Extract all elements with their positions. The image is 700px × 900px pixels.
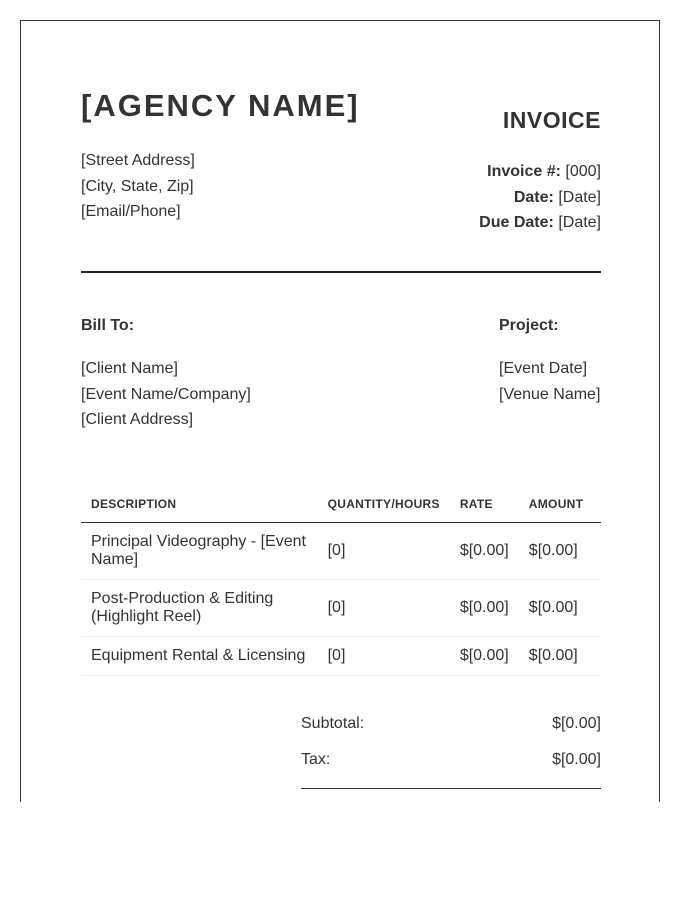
line-items-table [81,486,601,676]
tax-label: Tax: [301,751,331,768]
tax-row [301,750,601,770]
totals-divider [301,788,601,789]
item-amount: $[0.00] [519,637,601,676]
table-row [81,580,601,637]
item-description: Post-Production & Editing (Highlight Reel) [81,580,318,637]
agency-street: [Street Address] [81,152,195,169]
item-quantity: [0] [318,580,450,637]
invoice-due-line [479,210,601,236]
invoice-due-label: Due Date: [479,214,554,231]
invoice-date-line [479,185,601,211]
item-rate: $[0.00] [450,523,519,580]
header-quantity: QUANTITY/HOURS [318,486,450,523]
invoice-due-value: [Date] [558,214,601,231]
header-description: DESCRIPTION [81,486,318,523]
invoice-title: INVOICE [502,107,601,133]
item-amount: $[0.00] [519,580,601,637]
client-company: [Event Name/Company] [81,385,251,403]
table-header-row [81,486,601,523]
invoice-number-label: Invoice #: [487,163,561,180]
bill-to-details [81,356,251,433]
invoice-date-label: Date: [513,188,554,206]
item-description: Principal Videography - [Event Name] [81,523,318,580]
invoice-date-value: [Date] [558,188,601,206]
tax-value: $[0.00] [552,751,601,768]
agency-name: [AGENCY NAME] [81,88,360,123]
header-amount: AMOUNT [519,486,601,523]
bill-to-label: Bill To: [81,317,135,334]
client-address: [Client Address] [81,411,194,428]
invoice-number-value: [000] [565,163,601,180]
item-amount: $[0.00] [519,523,601,580]
agency-address [81,148,195,225]
table-row [81,523,601,580]
invoice-meta [479,159,601,236]
subtotal-value: $[0.00] [552,715,601,732]
item-quantity: [0] [318,523,450,580]
subtotal-row [301,714,601,734]
client-name: [Client Name] [81,360,178,377]
item-quantity: [0] [318,637,450,676]
event-date: [Event Date] [499,360,588,377]
header-divider [81,271,601,273]
subtotal-label: Subtotal: [301,715,365,732]
invoice-number-line [479,159,601,185]
venue-name: [Venue Name] [499,385,601,403]
item-description: Equipment Rental & Licensing [81,637,318,676]
agency-city-state-zip: [City, State, Zip] [81,177,194,195]
project-details [499,356,600,407]
project-label: Project: [499,317,559,334]
table-row [81,637,601,676]
agency-contact: [Email/Phone] [81,203,181,220]
item-rate: $[0.00] [450,580,519,637]
item-rate: $[0.00] [450,637,519,676]
header-rate: RATE [450,486,519,523]
